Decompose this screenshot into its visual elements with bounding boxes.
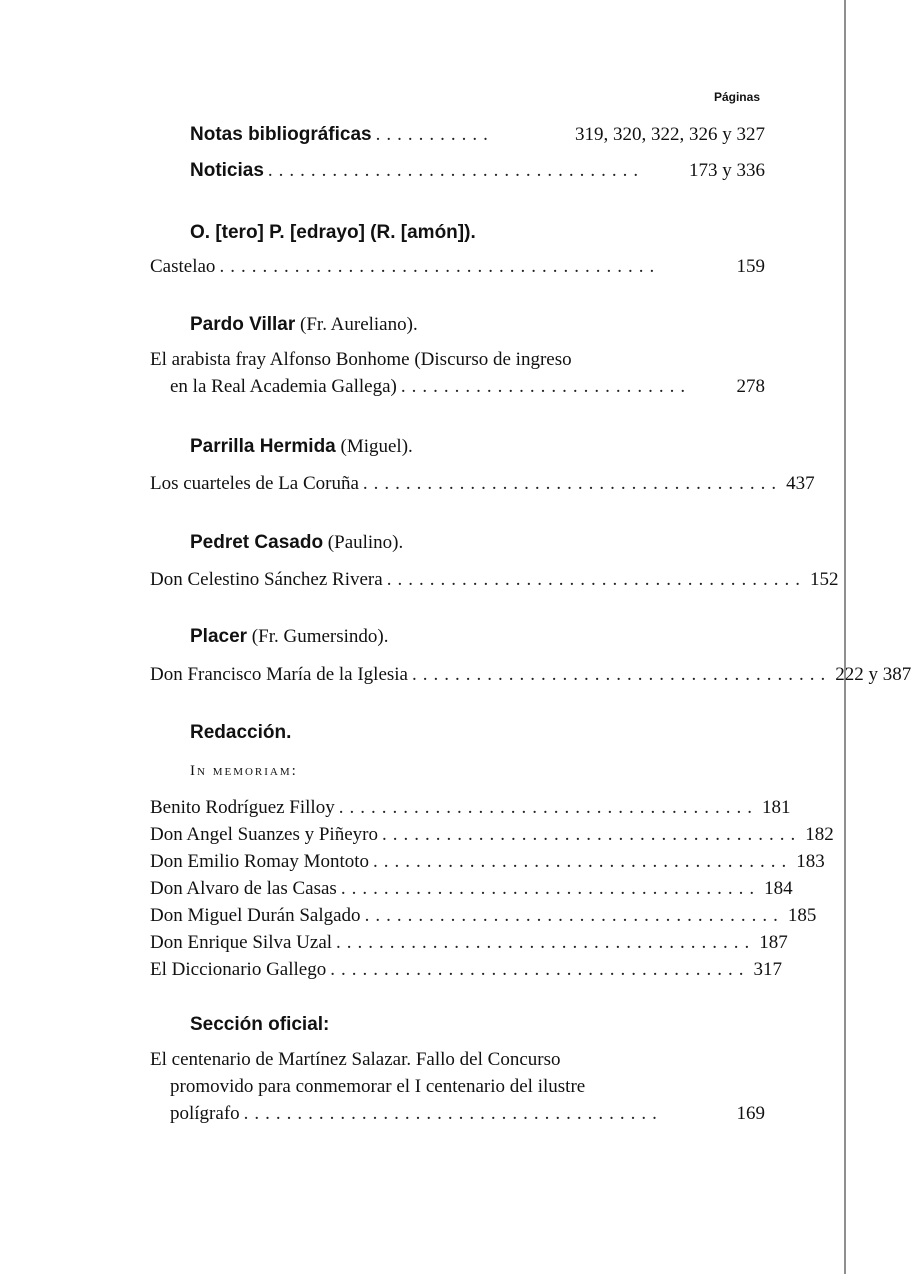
page-edge [844, 0, 846, 1274]
entry-page: 152 [809, 569, 839, 590]
entry-title: polígrafo [170, 1103, 240, 1124]
toc-entry [150, 849, 825, 875]
entry-page: 182 [805, 824, 834, 845]
leader-dots: ....................................... [373, 851, 793, 872]
leader-dots: ....................................... [336, 932, 756, 953]
toc-entry-pedret [150, 567, 839, 593]
toc-entry [150, 957, 782, 983]
leader-dots: ....................................... [386, 569, 806, 590]
toc-entry [150, 822, 834, 848]
entry-title: Don Miguel Durán Salgado [150, 905, 361, 926]
leader-dots: ....................................... [338, 797, 758, 818]
entry-page: 184 [764, 878, 793, 899]
leader-dots: ................................... [267, 160, 645, 181]
toc-entry-pardo-line1: El arabista fray Alfonso Bonhome (Discurso de ingreso [150, 349, 572, 370]
entry-title: El Diccionario Gallego [150, 959, 327, 980]
entry-page: 183 [796, 851, 825, 872]
entry-title: Los cuarteles de La Coruña [150, 473, 359, 494]
author-placer [190, 624, 805, 650]
leader-dots: ....................................... [243, 1103, 663, 1124]
toc-entry-noticias [190, 158, 765, 184]
entry-title: Don Angel Suanzes y Piñeyro [150, 824, 378, 845]
in-memoriam-label: In memoriam: [190, 763, 298, 779]
author-pardo [190, 312, 805, 338]
entry-title: Don Emilio Romay Montoto [150, 851, 370, 872]
author-detail: (Paulino). [323, 532, 404, 553]
leader-dots: ......................................... [219, 256, 661, 277]
toc-entry-castelao [150, 254, 765, 280]
toc-entry [150, 795, 791, 821]
entry-title: Benito Rodríguez Filloy [150, 797, 335, 818]
entry-page: 278 [736, 376, 765, 397]
entry-page: 319, 320, 322, 326 y 327 [575, 124, 765, 145]
leader-dots: ....................................... [364, 905, 784, 926]
entry-page: 317 [753, 959, 782, 980]
author-parrilla [190, 434, 805, 460]
leader-dots: ....................................... [340, 878, 761, 899]
entry-page: 437 [786, 473, 815, 494]
author-detail: (Fr. Aureliano). [295, 314, 418, 335]
toc-entry-centenario-line1: El centenario de Martínez Salazar. Fallo del Concurso [150, 1049, 561, 1070]
section-redaccion: Redacción. [190, 722, 292, 743]
leader-dots: ....................................... [412, 664, 832, 685]
entry-page: 187 [759, 932, 788, 953]
toc-entry [150, 876, 793, 902]
entry-title: Don Francisco María de la Iglesia [150, 664, 408, 685]
author-otero: O. [tero] P. [edrayo] (R. [amón]). [190, 222, 476, 243]
entry-title: Don Celestino Sánchez Rivera [150, 569, 383, 590]
toc-entry-parrilla [150, 471, 815, 497]
leader-dots: ....................................... [381, 824, 802, 845]
entry-title: Notas bibliográficas [190, 124, 372, 145]
paginas-header: Páginas [713, 90, 760, 104]
author-detail: (Fr. Gumersindo). [247, 626, 389, 647]
entry-title: Castelao [150, 256, 216, 277]
entry-page: 185 [787, 905, 817, 926]
entry-title: Don Alvaro de las Casas [150, 878, 337, 899]
author-name: Pedret Casado [190, 532, 324, 553]
toc-entry-pardo-line2 [170, 374, 765, 400]
entry-title: Don Enrique Silva Uzal [150, 932, 333, 953]
leader-dots: ........................... [400, 376, 692, 397]
author-pedret [190, 530, 805, 556]
toc-entry-placer [150, 662, 911, 688]
entry-page: 159 [736, 256, 765, 277]
entry-title: en la Real Academia Gallega) [170, 376, 397, 397]
toc-entry [150, 903, 817, 929]
author-detail: (Miguel). [335, 436, 413, 457]
entry-page: 181 [761, 797, 791, 818]
toc-entry-centenario-line3 [170, 1101, 765, 1127]
section-oficial: Sección oficial: [190, 1014, 330, 1035]
entry-title: Noticias [190, 160, 264, 181]
entry-page: 169 [736, 1103, 765, 1124]
leader-dots: ....................................... [330, 959, 750, 980]
entry-page: 173 y 336 [689, 160, 765, 181]
entry-page: 222 y 387 [835, 664, 911, 685]
author-name: Pardo Villar [190, 314, 296, 335]
leader-dots: ....................................... [362, 473, 783, 494]
toc-entry-centenario-line2: promovido para conmemorar el I centenario del ilustre [170, 1076, 586, 1097]
leader-dots: ........... [375, 124, 494, 145]
author-name: Placer [190, 626, 248, 647]
toc-entry-notas [190, 122, 765, 148]
author-name: Parrilla Hermida [190, 436, 336, 457]
toc-entry [150, 930, 788, 956]
